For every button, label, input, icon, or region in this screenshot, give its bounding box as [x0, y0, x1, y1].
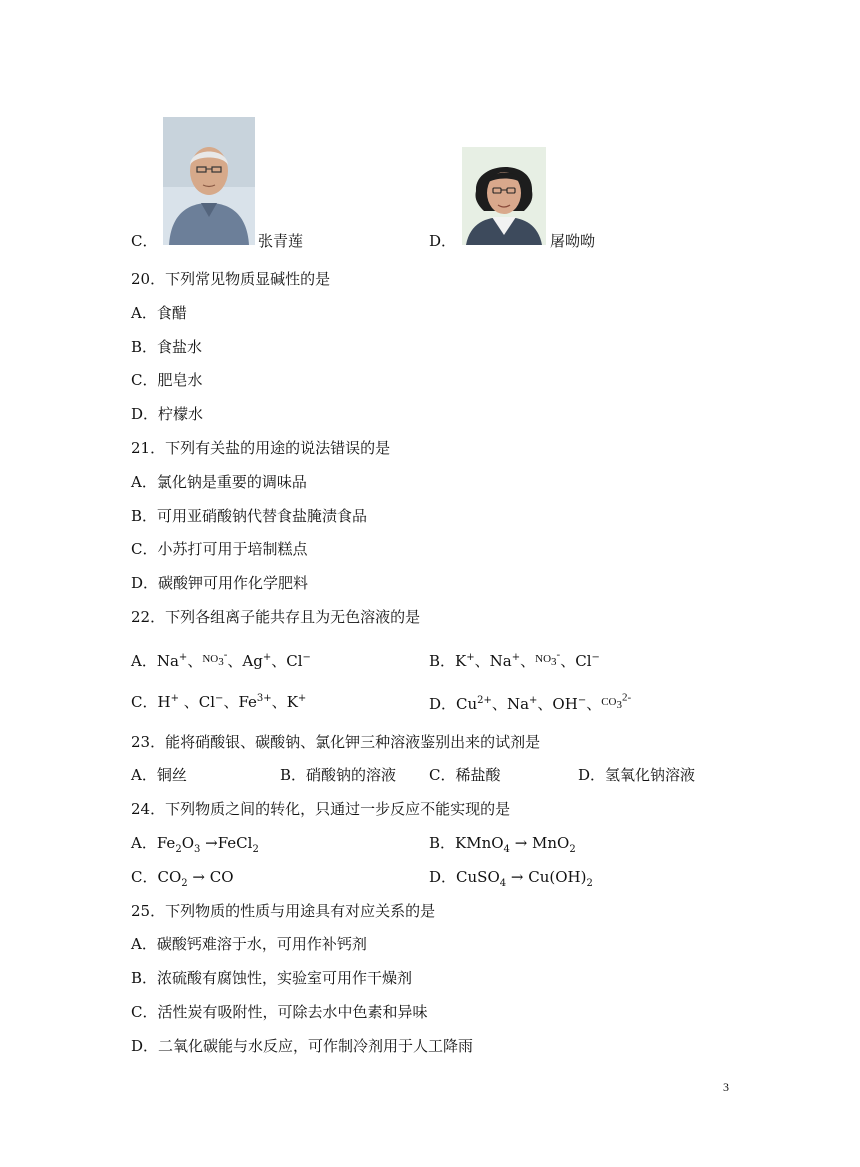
- q19-option-d-label: D．: [429, 232, 457, 250]
- q19-option-c-name: 张青莲: [258, 232, 304, 250]
- page-number: 3: [723, 1080, 729, 1094]
- q21-option-b: B．可用亚硝酸钠代替食盐腌渍食品: [131, 507, 368, 525]
- q24-option-b: B．KMnO$_4$ → MnO$_2$: [429, 834, 576, 855]
- q25-option-a: A．碳酸钙难溶于水，可用作补钙剂: [131, 935, 367, 953]
- q20-option-d: D．柠檬水: [131, 405, 204, 423]
- q22-option-a: A．Na+、$NO_3^-$、Ag+、Cl−: [131, 648, 311, 670]
- q24-option-d: D．CuSO$_4$ → $Cu(OH)_2$: [429, 868, 593, 889]
- q24-option-a: A．$Fe_2O_3$ →FeCl$_2$: [131, 834, 259, 855]
- q22-option-c: C．H+ 、Cl−、$Fe^{3+}$、K+: [131, 693, 307, 711]
- q24-stem: 24．下列物质之间的转化，只通过一步反应不能实现的是: [131, 800, 511, 818]
- q19-option-c-label: C．: [131, 232, 158, 250]
- q19-option-d-name: 屠呦呦: [550, 232, 596, 250]
- q21-option-c: C．小苏打可用于培制糕点: [131, 540, 308, 558]
- q24-option-c: C．$CO_2$ → CO: [131, 868, 234, 889]
- q20-option-c: C．肥皂水: [131, 371, 203, 389]
- portrait-tu-youyou: [462, 147, 546, 245]
- q23-option-a: A．铜丝: [131, 766, 187, 784]
- q25-option-c: C．活性炭有吸附性，可除去水中色素和异味: [131, 1003, 428, 1021]
- q22-stem: 22．下列各组离子能共存且为无色溶液的是: [131, 608, 421, 626]
- q23-option-d: D．氢氧化钠溶液: [578, 766, 696, 784]
- q23-option-c: C．稀盐酸: [429, 766, 501, 784]
- q22-option-b: B．K+、Na+、$NO_3^-$、Cl−: [429, 648, 600, 670]
- q22-option-d: D．$Cu^{2+}$、Na+、OH−、$CO_3^{2-}$: [429, 691, 632, 713]
- q21-option-d: D．碳酸钾可用作化学肥料: [131, 574, 309, 592]
- q25-stem: 25．下列物质的性质与用途具有对应关系的是: [131, 902, 436, 920]
- q20-option-b: B．食盐水: [131, 338, 203, 356]
- q23-option-b: B．硝酸钠的溶液: [280, 766, 397, 784]
- q21-option-a: A．氯化钠是重要的调味品: [131, 473, 307, 491]
- q20-stem: 20．下列常见物质显碱性的是: [131, 270, 331, 288]
- q21-stem: 21．下列有关盐的用途的说法错误的是: [131, 439, 391, 457]
- q25-option-b: B．浓硫酸有腐蚀性，实验室可用作干燥剂: [131, 969, 413, 987]
- q25-option-d: D．二氧化碳能与水反应，可作制冷剂用于人工降雨: [131, 1037, 474, 1055]
- q23-stem: 23．能将硝酸银、碳酸钠、氯化钾三种溶液鉴别出来的试剂是: [131, 733, 541, 751]
- q20-option-a: A．食醋: [131, 304, 187, 322]
- portrait-zhang-qinglian: [163, 117, 255, 245]
